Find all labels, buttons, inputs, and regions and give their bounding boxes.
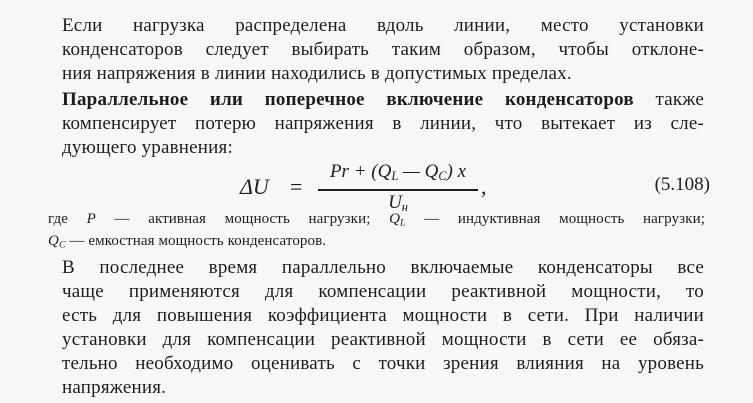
equation-comma: , (481, 174, 487, 199)
def-QC-Q: Q (48, 233, 59, 250)
numerator-part-3: ) x (446, 161, 467, 182)
definitions-line-1 (48, 210, 705, 232)
paragraph-1-line-2: конденсаторов следует выбирать таким образом, чтобы отклоне- (62, 39, 704, 60)
def-QL-sub: L (400, 217, 406, 229)
equation-number: (5.108) (654, 174, 710, 195)
variable-definitions (48, 210, 705, 255)
paragraph-1-line-1: Если нагрузка распределена вдоль линии, место установки (62, 15, 704, 36)
def-where: где (48, 211, 87, 227)
denominator-U: U (388, 191, 402, 213)
equation-equals: = (290, 174, 303, 199)
paragraph-3-line-6: напряжения. (62, 377, 167, 398)
paragraph-1-line-3: ния напряжения в линии находились в допустимых пределах. (62, 63, 572, 84)
paragraph-2-line-1 (62, 88, 704, 112)
paragraph-2-line-3: дующего уравнения: (62, 137, 233, 158)
def-QC (48, 233, 66, 249)
denominator-sub: н (401, 199, 408, 214)
paragraph-3-line-2: чаще применяются для компенсации реактивной мощности, то (62, 281, 704, 302)
definitions-line-2 (48, 232, 705, 254)
def-P-text: — активная мощность нагрузки; (95, 211, 390, 227)
numerator-part-1: Pr + (Q (329, 161, 392, 182)
def-QC-text: — емкостная мощность конденсаторов. (65, 233, 327, 250)
paragraph-2-line-2: компенсирует потерю напряжения в линии, что вытекает из сле- (62, 113, 704, 134)
paragraph-3-line-3: есть для повышения коэффициента мощности в сети. При наличии (62, 305, 704, 326)
numerator-sub-L: L (391, 169, 399, 184)
def-QL-text: — индуктивная мощность нагрузки; (405, 211, 705, 227)
fraction-bar (318, 189, 478, 191)
numerator-part-2: — Q (398, 161, 439, 182)
def-QC-sub: C (58, 239, 66, 251)
equation-fraction (318, 160, 478, 218)
def-QL-Q: Q (389, 211, 401, 227)
equation-lhs: ΔU (240, 174, 269, 199)
def-P: P (86, 211, 96, 227)
paragraph-3-line-5: тельно необходимо оценивать с точки зрения влияния на уровень (62, 353, 704, 374)
paragraph-3 (62, 256, 704, 400)
numerator-sub-C: C (438, 169, 447, 184)
paragraph-1 (62, 14, 704, 86)
paragraph-2-bold-phrase: Параллельное или поперечное включение конденсаторов (62, 89, 634, 110)
equation-numerator (318, 160, 478, 188)
paragraph-2-line-1-tail: также (655, 89, 704, 110)
paragraph-3-line-1: В последнее время параллельно включаемые конденсаторы все (62, 257, 704, 278)
def-QL (389, 211, 405, 227)
equation-5-108 (240, 160, 710, 216)
paragraph-3-line-4: установки для компенсации реактивной мощности в сети ее обяза- (62, 329, 704, 350)
paragraph-2 (62, 88, 704, 160)
